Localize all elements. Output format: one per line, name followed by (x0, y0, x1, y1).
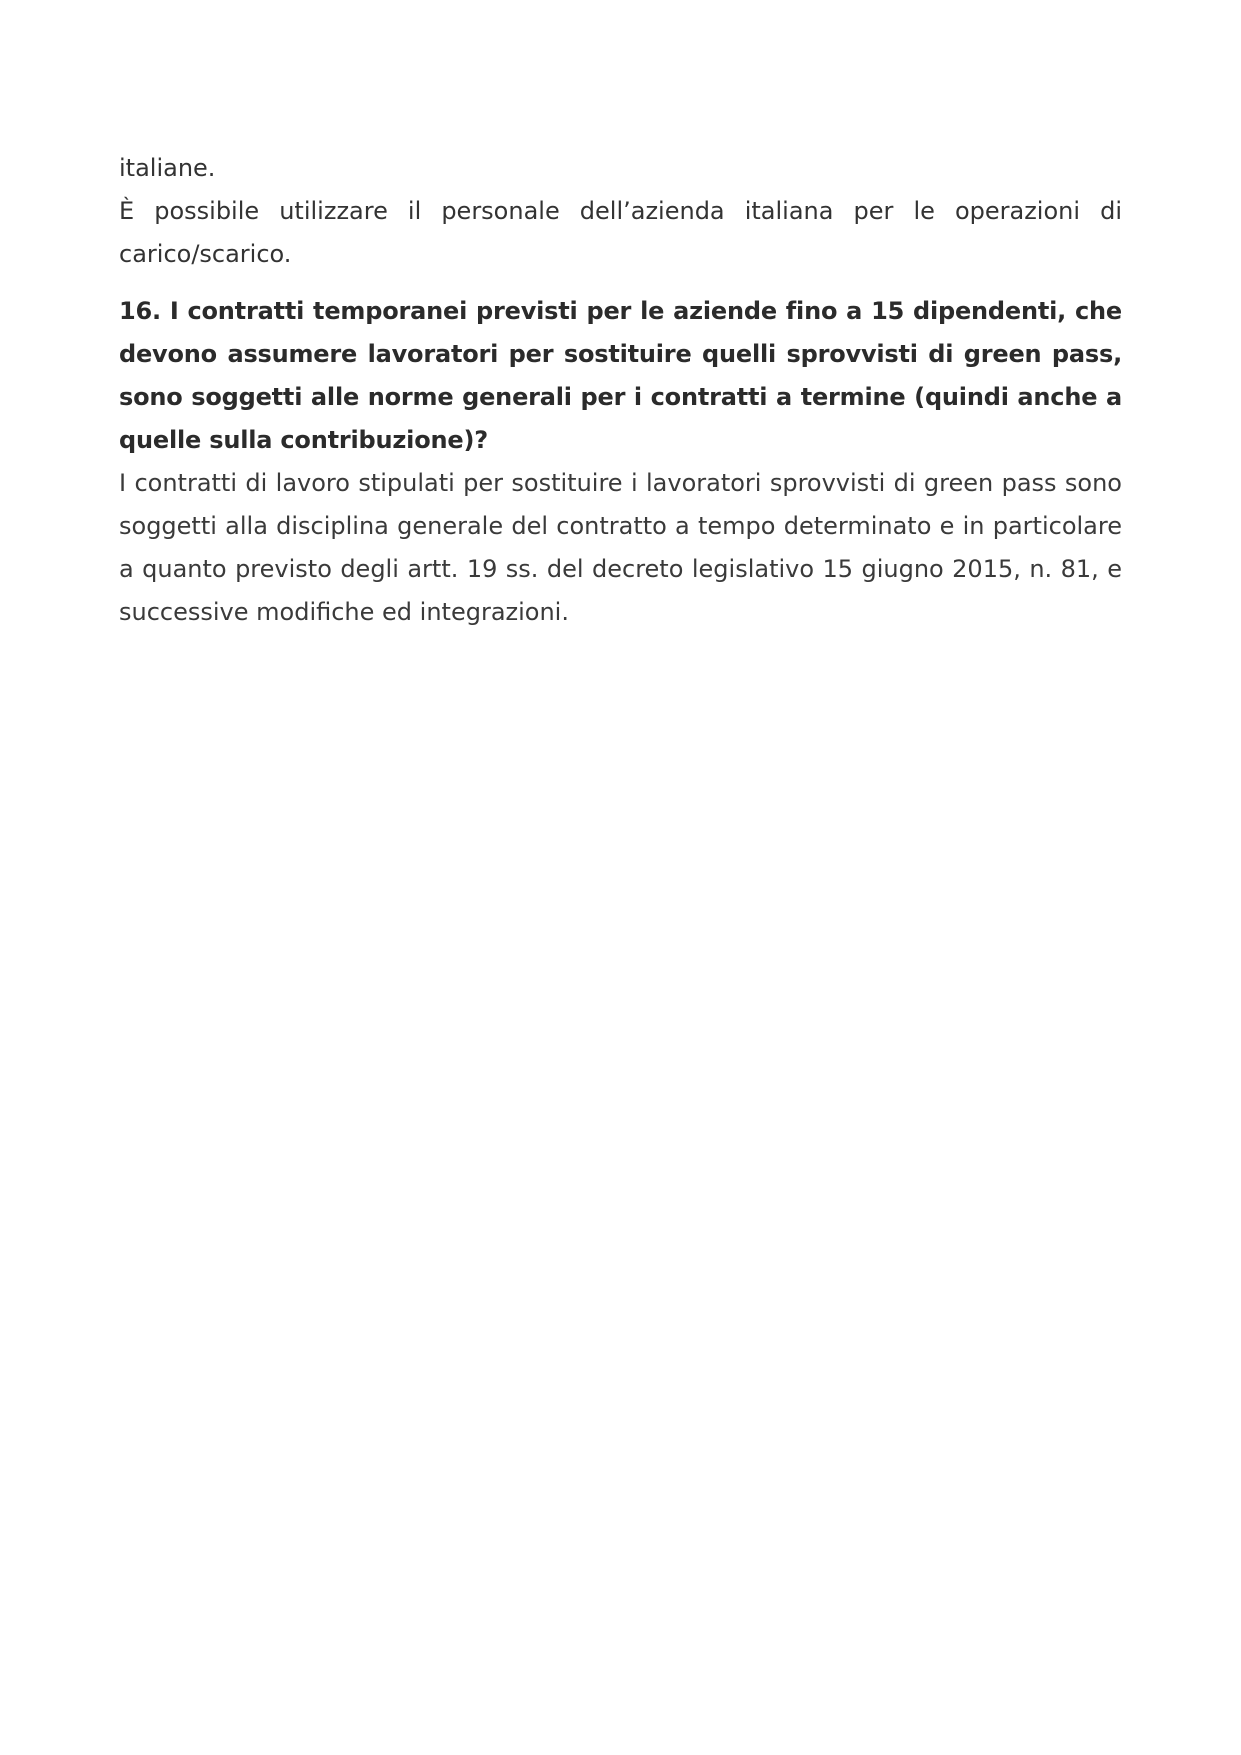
continued-section (119, 147, 1122, 276)
faq-item-16 (119, 290, 1122, 634)
faq-answer: I contratti di lavoro stipulati per sostituire i lavoratori sprovvisti di green pass sono soggetti alla disciplina generale del contratto a tempo determinato e in particolare a quanto previsto degli artt. 19 ss. del decreto legislativo 15 giugno 2015, n. 81, e successive modifiche ed integrazioni. (119, 469, 1122, 626)
continued-paragraph: italiane. (119, 154, 216, 182)
continued-paragraph: È possibile utilizzare il personale dell’azienda italiana per le operazioni di carico/scarico. (119, 197, 1122, 268)
document-body (119, 147, 1122, 634)
faq-question: 16. I contratti temporanei previsti per le aziende fino a 15 dipendenti, che devono assumere lavoratori per sostituire quelli sprovvisti di green pass, sono soggetti alle norme generali per i contratti a termine (quindi anche a quelle sulla contribuzione)? (119, 297, 1122, 454)
